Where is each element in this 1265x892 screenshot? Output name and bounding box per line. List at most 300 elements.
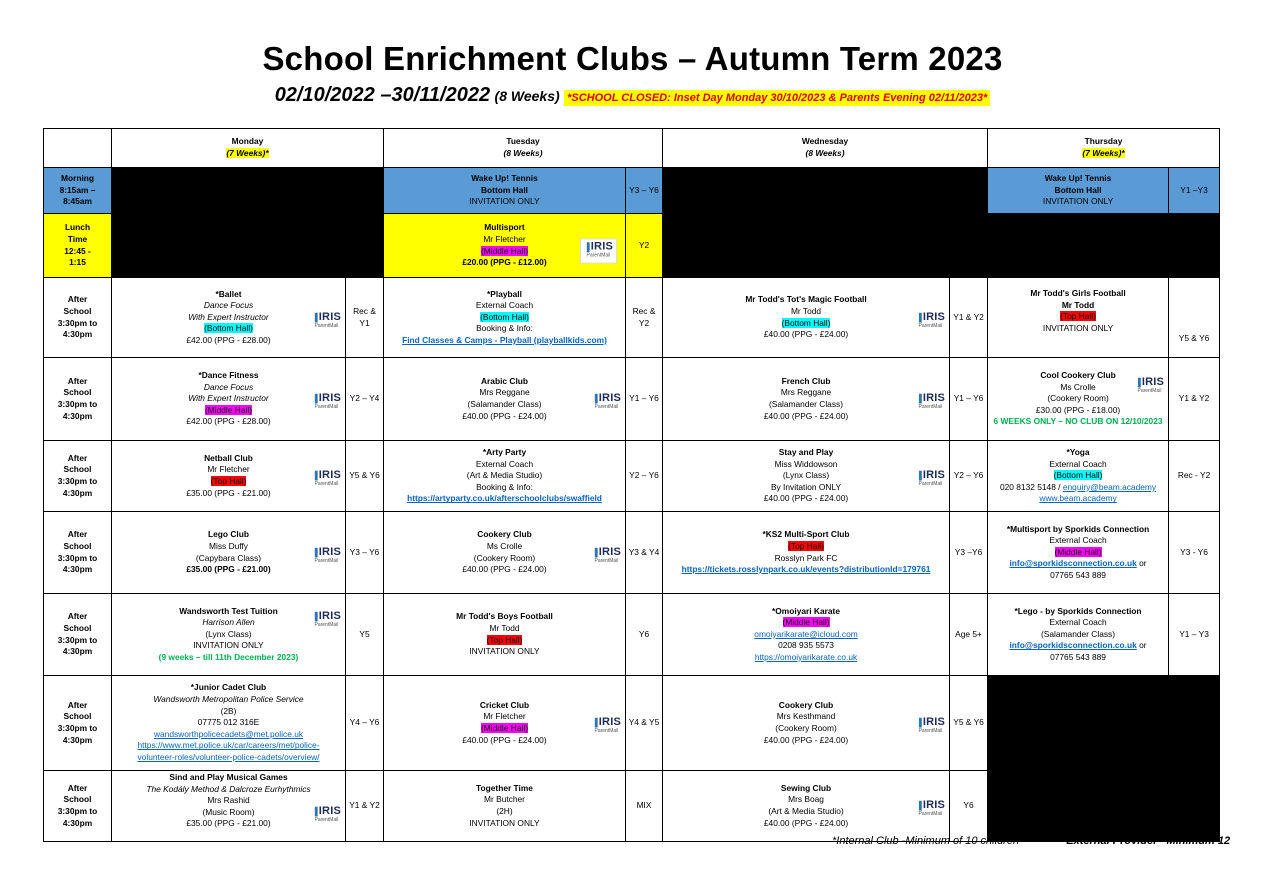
cell-text: Cookery Club — [778, 699, 834, 710]
cell-text: INVITATION ONLY — [469, 646, 540, 657]
cell-text: Wandsworth Test Tuition — [179, 605, 278, 616]
cell-text: (Capybara Class) — [195, 552, 262, 563]
cell-text: Mr Fletcher — [483, 233, 526, 244]
cell-text: School — [63, 387, 92, 398]
cell-text: (Cookery Room) — [1047, 393, 1109, 404]
cell-text: ParentMail — [594, 557, 619, 564]
booking-link[interactable]: Find Classes & Camps - Playball (playballkids.com) — [402, 334, 607, 345]
cell-text: Ms Crolle — [1060, 381, 1096, 392]
cell-text: 4:30pm — [62, 646, 93, 657]
cell-text: (Salamander Class) — [1041, 628, 1116, 639]
cell-text: 4:30pm — [62, 329, 93, 340]
cell-text: Mr Todd — [790, 305, 822, 316]
cell-text: Lunch — [64, 222, 91, 233]
morning-row — [44, 168, 1220, 214]
club-cell — [663, 441, 950, 512]
cell-text: Harrison Allen — [202, 617, 255, 628]
cell-text: Wandsworth Metropolitan Police Service — [153, 694, 304, 705]
cell-text: Booking & Info: — [476, 323, 533, 334]
club-cell — [663, 358, 950, 441]
cell-text: Dance Focus — [203, 300, 254, 311]
clubs-timetable — [43, 128, 1220, 842]
cell-text: *Lego - by Sporkids Connection — [1014, 605, 1142, 616]
cell-text: £40.00 (PPG - £24.00) — [462, 410, 547, 421]
year-group: Y5 & Y6 — [346, 441, 384, 512]
club-cell — [663, 594, 950, 676]
cell-text: 4:30pm — [62, 817, 93, 828]
room-tag: (Middle Hall) — [204, 404, 252, 415]
room-tag: (Middle Hall) — [1054, 546, 1102, 557]
club-cell — [384, 594, 626, 676]
cell-text: Together Time — [476, 782, 533, 793]
cell-text: 3:30pm to — [57, 634, 98, 645]
room-tag: (Bottom Hall) — [1053, 470, 1103, 481]
year-group: Y3 & Y4 — [626, 512, 663, 594]
term-weeks: (8 Weeks) — [494, 88, 560, 104]
cell-text: After — [67, 529, 88, 540]
cell-text: Mr Todd's Boys Football — [456, 611, 553, 622]
empty-slot — [988, 214, 1220, 278]
cell-text: Mr Todd — [1061, 299, 1095, 310]
cell-text: INVITATION ONLY — [469, 196, 540, 207]
iris-parentmail-logo[interactable] — [312, 807, 341, 824]
year-group: Y2 — [626, 214, 663, 278]
term-dates-row — [0, 84, 1265, 107]
cell-text: After — [67, 452, 88, 463]
year-group: MIX — [626, 771, 663, 842]
cell-text: £40.00 (PPG - £24.00) — [462, 564, 547, 575]
row-label-after-school — [44, 594, 112, 676]
iris-parentmail-logo[interactable] — [312, 312, 341, 329]
cell-text: ParentMail — [918, 322, 943, 329]
cell-text: Booking & Info: — [476, 481, 533, 492]
year-group: Y1 – Y6 — [950, 358, 988, 441]
page-title: School Enrichment Clubs – Autumn Term 2023 — [262, 40, 1003, 77]
cell-text: Bottom Hall — [481, 184, 528, 195]
club-cell — [988, 358, 1169, 441]
cell-text: 3:30pm to — [57, 476, 98, 486]
year-group: Y4 – Y6 — [346, 676, 384, 771]
cell-text: ▐ IRIS — [584, 242, 613, 251]
club-cell — [112, 512, 346, 594]
booking-link[interactable]: https://tickets.rosslynpark.co.uk/events?distributionId=179761 — [681, 564, 931, 575]
year-group: Y1 & Y2 — [1169, 358, 1220, 441]
after-school-row — [44, 594, 1220, 676]
cell-text: ▐ IRIS — [312, 471, 341, 480]
iris-parentmail-logo[interactable] — [312, 391, 341, 411]
cell-text: ParentMail — [594, 403, 619, 410]
cell-text: (Lynx Class) — [205, 628, 252, 639]
cell-text: Mr Butcher — [484, 794, 525, 805]
email-link[interactable]: info@sporkidsconnection.co.uk — [1009, 640, 1137, 651]
cell-text: (Cookery Room) — [775, 723, 837, 733]
row-label-morning — [44, 168, 112, 214]
cell-text: 3:30pm to — [57, 723, 98, 733]
iris-parentmail-logo[interactable] — [916, 715, 946, 735]
cell-text: *Junior Cadet Club — [190, 682, 267, 693]
cell-text: Monday — [231, 136, 264, 147]
year-group: Y5 & Y6 — [1169, 278, 1220, 358]
booking-link[interactable]: https://artyparty.co.uk/afterschoolclubs/swaffield — [407, 493, 602, 504]
cell-text: £40.00 (PPG - £24.00) — [763, 329, 849, 340]
cell-text: ParentMail — [314, 480, 339, 487]
cell-text: (Salamander Class) — [769, 399, 844, 409]
row-label-lunch — [44, 214, 112, 278]
website-link[interactable]: volunteer-roles/volunteer-police-cadets/overview/ — [137, 751, 320, 762]
day-header-wednesday — [663, 129, 988, 168]
cell-text: £40.00 (PPG - £24.00) — [763, 493, 849, 504]
cell-text: ▐ IRIS — [916, 394, 945, 403]
corner-cell — [44, 129, 112, 168]
iris-parentmail-logo[interactable] — [312, 547, 341, 564]
year-group: Y1 & Y2 — [950, 278, 988, 358]
website-link[interactable]: www.beam.academy — [1039, 493, 1117, 504]
iris-parentmail-logo[interactable] — [592, 715, 621, 735]
cell-text: Multisport — [484, 222, 525, 233]
after-school-row — [44, 512, 1220, 594]
cell-text: School — [63, 794, 92, 805]
year-group: Y3 – Y6 — [346, 512, 384, 594]
row-label-after-school — [44, 512, 112, 594]
cell-text: Tuesday — [506, 136, 540, 147]
cell-text: *Yoga — [1066, 447, 1090, 458]
empty-slot — [663, 168, 988, 214]
cell-text: Mr Fletcher — [483, 711, 526, 722]
cell-text: After — [67, 611, 88, 622]
club-cell — [988, 594, 1169, 676]
cell-text: Mrs Reggane — [479, 387, 530, 398]
cell-text: External Coach — [1049, 458, 1107, 469]
club-cell — [384, 676, 626, 771]
cell-text: *Multisport by Sporkids Connection — [1006, 523, 1150, 534]
cell-text: 8:45am — [63, 196, 92, 207]
year-group: Y1 – Y3 — [1169, 594, 1220, 676]
cell-text: ▐ IRIS — [312, 807, 341, 816]
cell-text: 0208 935 5573 — [778, 640, 834, 651]
cell-text: With Expert Instructor — [188, 393, 269, 404]
cell-text: £20.00 (PPG - £12.00) — [462, 257, 547, 268]
cell-text: 3:30pm to — [57, 317, 98, 328]
iris-parentmail-logo[interactable] — [916, 391, 946, 411]
cell-text: ParentMail — [1137, 388, 1162, 394]
club-cell — [112, 441, 346, 512]
cell-text: £42.00 (PPG - £28.00) — [186, 334, 271, 345]
club-cell — [384, 358, 626, 441]
empty-slot — [112, 168, 384, 214]
row-label-after-school — [44, 441, 112, 512]
cell-text: Miss Widdowson — [774, 458, 838, 469]
day-header-thursday — [988, 129, 1220, 168]
row-label-after-school — [44, 358, 112, 441]
cell-text: (Art & Media Studio) — [768, 806, 844, 816]
email-link[interactable]: omoiyarikarate@icloud.com — [754, 628, 858, 639]
day-header-tuesday — [384, 129, 663, 168]
cell-text: Wake Up! Tennis — [471, 173, 538, 184]
iris-parentmail-logo[interactable] — [580, 238, 617, 263]
cell-text: Mrs Rashid — [207, 795, 250, 806]
cell-text: £35.00 (PPG - £21.00) — [186, 564, 271, 575]
cell-text: Wednesday — [801, 136, 849, 147]
cell-text: Wake Up! Tennis — [1044, 173, 1112, 184]
cell-text: Stay and Play — [778, 447, 834, 458]
cell-text: ▐ IRIS — [1135, 378, 1164, 387]
cell-text: ParentMail — [314, 817, 339, 823]
cell-text: After — [67, 782, 88, 793]
cell-text: INVITATION ONLY — [193, 640, 264, 651]
cell-text: School — [63, 711, 92, 722]
email-link[interactable]: info@sporkidsconnection.co.uk — [1009, 558, 1137, 569]
cell-text: ▐ IRIS — [312, 612, 341, 621]
cell-text: ▐ IRIS — [592, 718, 621, 727]
year-group: Age 5+ — [950, 594, 988, 676]
iris-parentmail-logo[interactable] — [916, 312, 945, 329]
cell-text: After — [67, 699, 88, 710]
cell-text: ParentMail — [314, 403, 339, 410]
empty-slot — [663, 214, 988, 278]
room-tag: (Top Hall) — [486, 634, 523, 645]
cell-text: or — [1136, 640, 1147, 651]
room-tag: (Middle Hall) — [782, 617, 830, 628]
cell-text: School — [63, 622, 92, 633]
cell-text: (Art & Media Studio) — [466, 470, 543, 481]
email-link[interactable]: wandsworthpolicecadets@met.police.uk — [153, 728, 304, 739]
cell-text: ParentMail — [314, 622, 339, 628]
club-cell — [663, 771, 950, 842]
cell-text: 07765 543 889 — [1050, 651, 1106, 662]
year-group: Rec - Y2 — [1169, 441, 1220, 512]
day-header-row — [44, 129, 1220, 168]
club-cell — [384, 771, 626, 842]
cell-text: Bottom Hall — [1054, 184, 1102, 195]
cell-text: ▐ IRIS — [916, 471, 945, 480]
cell-text: Ms Crolle — [486, 540, 523, 551]
cell-text: Cool Cookery Club — [1040, 370, 1116, 381]
cell-text: ParentMail — [586, 252, 611, 258]
year-group: Y2 – Y4 — [346, 358, 384, 441]
year-group: Y2 – Y6 — [950, 441, 988, 512]
year-group: Y3 – Y6 — [626, 168, 663, 214]
after-school-row — [44, 676, 1220, 771]
cell-text: Morning — [60, 173, 95, 184]
club-cell — [112, 278, 346, 358]
cell-text: (2H) — [496, 806, 513, 816]
club-cell — [384, 168, 626, 214]
cell-text: 07765 543 889 — [1050, 569, 1106, 580]
club-cell — [112, 676, 346, 771]
cell-text: 3:30pm to — [57, 806, 98, 816]
year-group: Y6 — [626, 594, 663, 676]
cell-text: External Coach — [475, 300, 534, 311]
year-group: Y3 –Y6 — [950, 512, 988, 594]
cell-text: Thursday — [1084, 136, 1123, 147]
cell-text: or — [1136, 558, 1147, 569]
iris-parentmail-logo[interactable] — [312, 612, 341, 629]
cell-text: *Dance Fitness — [198, 370, 259, 381]
empty-slot — [112, 214, 384, 278]
cell-text: By Invitation ONLY — [770, 481, 842, 492]
room-tag: (Bottom Hall) — [480, 311, 529, 322]
club-cell — [384, 441, 626, 512]
cell-text: *Ballet — [215, 288, 242, 299]
room-tag: (Middle Hall) — [480, 245, 528, 256]
cell-text: Miss Duffy — [209, 540, 248, 551]
club-cell — [663, 676, 950, 771]
year-group: Y4 & Y5 — [626, 676, 663, 771]
cell-text: External Coach — [1049, 535, 1107, 546]
cell-text: (2B) — [220, 705, 237, 716]
cell-text: Mrs Boag — [788, 794, 824, 805]
cell-text: ▐ IRIS — [916, 801, 945, 810]
cell-text: INVITATION ONLY — [1042, 196, 1114, 207]
cell-text: Time — [67, 233, 88, 244]
cell-text: (7 Weeks)* — [226, 148, 269, 158]
cell-text: 4:30pm — [62, 410, 93, 421]
cell-text: £30.00 (PPG - £18.00) — [1035, 404, 1121, 415]
cell-text: External Coach — [1049, 617, 1107, 628]
cell-text: £40.00 (PPG - £24.00) — [763, 410, 849, 421]
row-label-after-school — [44, 771, 112, 842]
iris-parentmail-logo[interactable] — [312, 468, 341, 488]
cell-text: ▐ IRIS — [916, 718, 945, 727]
cell-text: (8 Weeks) — [805, 148, 845, 158]
after-school-row — [44, 278, 1220, 358]
room-tag: (Top Hall) — [788, 540, 824, 551]
year-group: Y1 & Y2 — [346, 771, 384, 842]
club-cell — [384, 278, 626, 358]
club-cell — [384, 512, 626, 594]
year-group: Y1 –Y3 — [1169, 168, 1220, 214]
cell-text: ▐ IRIS — [916, 312, 945, 321]
cell-text: (Lynx Class) — [782, 470, 830, 481]
room-tag: (Top Hall) — [210, 476, 247, 486]
cell-text: (8 Weeks) — [503, 148, 543, 158]
iris-parentmail-logo[interactable] — [1135, 378, 1164, 395]
cell-text: 4:30pm — [62, 487, 93, 498]
year-group: Y1 – Y6 — [626, 358, 663, 441]
cell-text: £35.00 (PPG - £21.00) — [186, 818, 271, 829]
term-dates: 02/10/2022 –30/11/2022 — [274, 84, 491, 106]
cell-text: £35.00 (PPG - £21.00) — [186, 487, 271, 498]
cell-text: *Playball — [487, 288, 522, 299]
row-label-after-school — [44, 278, 112, 358]
club-cell — [988, 512, 1169, 594]
row-label-after-school — [44, 676, 112, 771]
external-provider-note: *External Provider –Minimum 12 — [1062, 835, 1231, 847]
cell-text: Mr Fletcher — [207, 464, 250, 475]
cell-text: (Salamander Class) — [467, 399, 542, 409]
cell-text: (Music Room) — [202, 806, 255, 817]
cell-text: Mr Todd — [489, 622, 520, 633]
cell-text: ParentMail — [918, 810, 943, 817]
cell-text: After — [67, 375, 88, 386]
cell-text: After — [67, 294, 88, 305]
cell-text: 12:45 - — [64, 245, 91, 256]
cell-text: ▐ IRIS — [592, 547, 621, 556]
club-cell — [663, 278, 950, 358]
cell-text: ▐ IRIS — [592, 394, 621, 403]
cell-text: Mr Todd's Girls Football — [1030, 288, 1126, 298]
cell-text: French Club — [781, 375, 831, 386]
club-cell — [112, 771, 346, 842]
cell-text: With Expert Instructor — [188, 311, 269, 322]
club-cell — [384, 214, 626, 278]
cell-text: ParentMail — [918, 727, 943, 734]
year-group: Y3 - Y6 — [1169, 512, 1220, 594]
club-cell — [988, 441, 1169, 512]
cell-text: £40.00 (PPG - £24.00) — [462, 734, 547, 745]
cell-text: The Kodály Method & Dalcroze Eurhythmics — [146, 783, 311, 794]
cell-text: 1:15 — [69, 257, 86, 268]
cell-text: (7 Weeks)* — [1082, 148, 1125, 158]
room-tag: (Bottom Hall) — [204, 323, 253, 334]
room-tag: (Top Hall) — [1060, 311, 1096, 322]
cell-text: ParentMail — [918, 480, 943, 487]
cell-text: Sind and Play Musical Games — [169, 772, 288, 782]
cell-text: 07775 012 316E — [197, 717, 260, 728]
cell-text: Dance Focus — [203, 381, 254, 392]
cell-text: INVITATION ONLY — [469, 817, 540, 828]
cell-text: ParentMail — [314, 322, 339, 329]
iris-parentmail-logo[interactable] — [592, 547, 621, 564]
cell-text: ParentMail — [918, 403, 943, 410]
cell-text: 3:30pm to — [57, 552, 98, 563]
cell-text: ▐ IRIS — [312, 547, 341, 556]
club-cell — [663, 512, 950, 594]
cell-text: 3:30pm to — [57, 399, 98, 409]
year-group: Y5 & Y6 — [950, 676, 988, 771]
cell-text: Mrs Reggane — [780, 387, 832, 398]
cell-text: *KS2 Multi-Sport Club — [762, 529, 850, 540]
cell-text: Mr Todd's Tot's Magic Football — [745, 294, 867, 305]
club-cell — [112, 358, 346, 441]
cell-text: INVITATION ONLY — [1042, 322, 1114, 333]
cell-text: (Cookery Room) — [473, 552, 536, 563]
cell-text: Netball Club — [204, 452, 253, 463]
empty-slot — [988, 676, 1220, 842]
year-group: Rec & Y2 — [626, 278, 663, 358]
cell-text: 8:15am – — [59, 184, 96, 195]
iris-parentmail-logo[interactable] — [916, 798, 946, 818]
cell-text: Cookery Club — [477, 529, 532, 540]
cell-text: School — [63, 305, 92, 316]
website-link[interactable]: https://omoiyarikarate.co.uk — [754, 651, 858, 662]
cell-text: *Omoiyari Karate — [772, 605, 840, 616]
after-school-row — [44, 441, 1220, 512]
club-cell — [988, 168, 1169, 214]
lunch-row — [44, 214, 1220, 278]
year-group: Y2 – Y6 — [626, 441, 663, 512]
cell-text: ▐ IRIS — [312, 394, 341, 403]
iris-parentmail-logo[interactable] — [592, 391, 621, 411]
cell-text: Lego Club — [208, 529, 249, 540]
year-group: Y6 — [950, 771, 988, 842]
cell-text: 020 8132 5148 / — [999, 481, 1063, 492]
cell-text: Arabic Club — [481, 375, 528, 386]
school-closed-notice: *SCHOOL CLOSED: Inset Day Monday 30/10/2023 & Parents Evening 02/11/2023* — [564, 90, 990, 106]
iris-parentmail-logo[interactable] — [916, 468, 946, 488]
internal-club-note: *Internal Club -Minimum of 10 children — [832, 835, 1020, 847]
website-link[interactable]: https://www.met.police.uk/car/careers/met/police- — [137, 740, 320, 751]
room-tag: (Bottom Hall) — [781, 317, 831, 328]
email-link[interactable]: enquiry@beam.academy — [1062, 481, 1157, 492]
year-group: Y5 — [346, 594, 384, 676]
cell-text: ▐ IRIS — [312, 312, 341, 321]
cell-text: Sewing Club — [780, 782, 832, 793]
cell-text: School — [63, 464, 92, 475]
cell-text: (9 weeks – till 11th December 2023) — [158, 651, 299, 662]
day-header-monday — [112, 129, 384, 168]
cell-text: 6 WEEKS ONLY – NO CLUB ON 12/10/2023 — [993, 416, 1163, 427]
